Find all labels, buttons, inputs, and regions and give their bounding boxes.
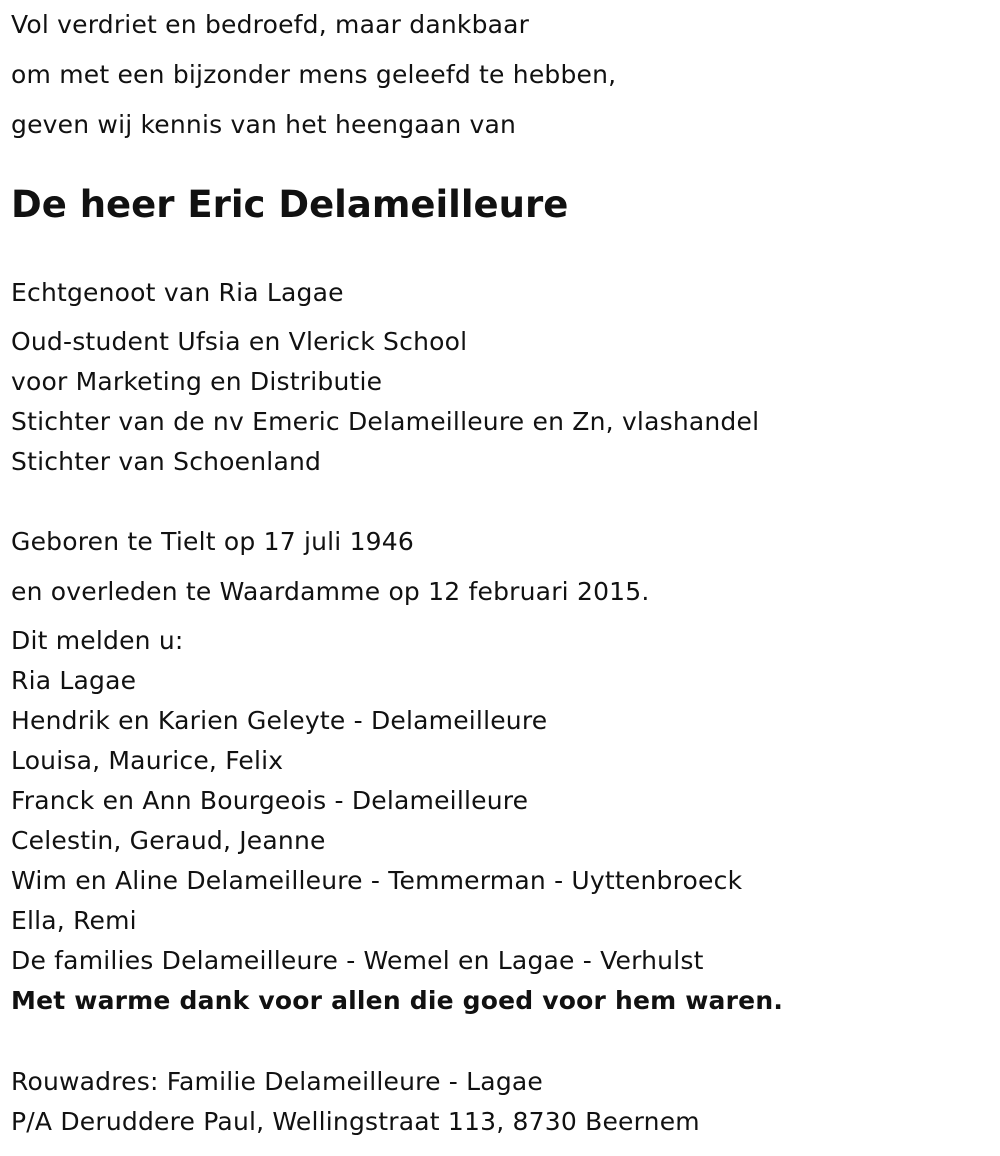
intro-line: om met een bijzonder mens geleefd te hebben, xyxy=(11,60,617,89)
announcer-line: Franck en Ann Bourgeois - Delameilleure xyxy=(11,786,529,815)
death-line: en overleden te Waardamme op 12 februari 2015. xyxy=(11,577,650,606)
announcer-line: Wim en Aline Delameilleure - Temmerman - Uyttenbroeck xyxy=(11,866,743,895)
biography xyxy=(11,322,759,482)
intro-line: Vol verdriet en bedroefd, maar dankbaar xyxy=(11,10,530,39)
thanks-line: Met warme dank voor allen die goed voor hem waren. xyxy=(11,986,784,1015)
announcer-line: Celestin, Geraud, Jeanne xyxy=(11,826,326,855)
bio-line: Stichter van de nv Emeric Delameilleure en Zn, vlashandel xyxy=(11,407,760,436)
announcer-line: De families Delameilleure - Wemel en Lagae - Verhulst xyxy=(11,946,704,975)
announcer-line: Hendrik en Karien Geleyte - Delameilleure xyxy=(11,706,548,735)
address-line: Rouwadres: Familie Delameilleure - Lagae xyxy=(11,1067,543,1096)
announcers-list xyxy=(11,621,783,1021)
address-line: P/A Deruddere Paul, Wellingstraat 113, 8730 Beernem xyxy=(11,1107,700,1136)
mourning-address xyxy=(11,1062,700,1142)
intro-line: geven wij kennis van het heengaan van xyxy=(11,110,517,139)
bio-line: Stichter van Schoenland xyxy=(11,447,322,476)
deceased-name: De heer Eric Delameilleure xyxy=(11,183,569,226)
announcer-line: Ria Lagae xyxy=(11,666,137,695)
announcers-heading: Dit melden u: xyxy=(11,626,184,655)
announcer-line: Louisa, Maurice, Felix xyxy=(11,746,284,775)
spouse-line: Echtgenoot van Ria Lagae xyxy=(11,278,344,307)
birth-line: Geboren te Tielt op 17 juli 1946 xyxy=(11,527,414,556)
announcer-line: Ella, Remi xyxy=(11,906,137,935)
bio-line: Oud-student Ufsia en Vlerick School xyxy=(11,327,468,356)
bio-line: voor Marketing en Distributie xyxy=(11,367,383,396)
